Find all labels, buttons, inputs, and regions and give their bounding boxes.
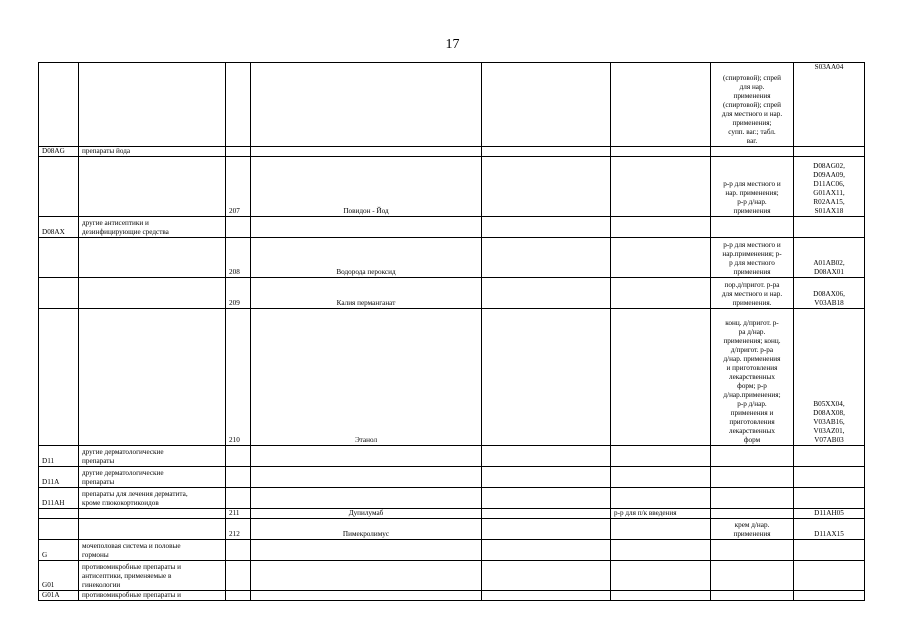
atc-group-name-cell: [79, 217, 226, 238]
related-codes-cell: [794, 446, 865, 467]
dosage-forms-cell-line: и приготовления: [726, 364, 778, 372]
atc-group-name-cell-line: другие дерматологические: [82, 469, 164, 477]
related-codes-cell: [794, 238, 865, 278]
atc-code-cell: [39, 238, 79, 278]
drug-name-cell: [251, 63, 482, 147]
atc-group-name-cell: [79, 561, 226, 591]
atc-group-name-cell-line: препараты для лечения дерматита,: [82, 490, 188, 498]
related-codes-cell: [794, 561, 865, 591]
dosage-forms-cell-line: конц. д/пригот. р-: [725, 319, 779, 327]
item-number-cell: [226, 561, 251, 591]
dosage-forms-cell-line: (спиртовой); спрей: [722, 74, 782, 82]
trade-name-cell: [482, 147, 611, 157]
dosage-forms-cell-line: супп. ваг.; табл.: [728, 128, 776, 136]
related-codes-cell-line: D11AX15: [814, 530, 844, 538]
dosage-forms-cell: [711, 446, 794, 467]
dosage-forms-cell-line: р-р д/нар.: [737, 400, 767, 408]
dosage-form-cell: [611, 519, 711, 540]
dosage-forms-cell-line: форм: [743, 436, 761, 444]
dosage-forms-cell: [711, 488, 794, 509]
atc-code-cell: D11: [39, 446, 79, 467]
atc-code-cell: D08AX: [39, 217, 79, 238]
item-number-cell: 210: [226, 309, 251, 446]
dosage-forms-cell-line: д/нар. применения: [723, 355, 781, 363]
related-codes-cell: [794, 157, 865, 217]
dosage-forms-cell: [711, 519, 794, 540]
drug-name-cell: [251, 591, 482, 601]
atc-group-name-cell-line: мочеполовая система и половые: [82, 542, 181, 550]
atc-group-name-cell: [79, 446, 226, 467]
drug-name-cell: [251, 561, 482, 591]
dosage-forms-cell-line: применения;: [732, 119, 772, 127]
atc-group-name-cell-line: препараты: [82, 478, 115, 486]
dosage-forms-cell-line: ра д/нар.: [738, 328, 766, 336]
drug-name-cell: [251, 147, 482, 157]
table-row: [39, 467, 865, 488]
dosage-forms-cell: [711, 561, 794, 591]
dosage-form-cell: [611, 309, 711, 446]
trade-name-cell: [482, 157, 611, 217]
drug-list-table: [38, 62, 865, 601]
table-row: [39, 147, 865, 157]
atc-code-cell: G01A: [39, 591, 79, 601]
dosage-forms-cell-line: д/нар.применения;: [723, 391, 781, 399]
atc-code-cell: G01: [39, 561, 79, 591]
dosage-forms-cell: [711, 509, 794, 519]
dosage-forms-cell-line: для нар.: [739, 83, 765, 91]
atc-code-cell: G: [39, 540, 79, 561]
dosage-form-cell: [611, 63, 711, 147]
dosage-form-cell: [611, 217, 711, 238]
related-codes-cell: [794, 63, 865, 147]
dosage-form-cell: [611, 157, 711, 217]
atc-group-name-cell-line: антисептики, применяемые в: [82, 572, 172, 580]
drug-name-cell: Этанол: [251, 309, 482, 446]
trade-name-cell: [482, 63, 611, 147]
table-row: [39, 217, 865, 238]
trade-name-cell: [482, 509, 611, 519]
atc-code-cell: D11A: [39, 467, 79, 488]
dosage-forms-cell: [711, 238, 794, 278]
dosage-forms-cell-line: форм; р-р: [737, 382, 767, 390]
atc-group-name-cell-line: противомикробные препараты и: [82, 563, 181, 571]
atc-code-cell: D11AH: [39, 488, 79, 509]
dosage-forms-cell-line: р-р для местного и: [723, 180, 781, 188]
related-codes-cell: [794, 540, 865, 561]
dosage-forms-cell-line: для местного и нар.: [721, 290, 783, 298]
drug-name-cell: [251, 488, 482, 509]
atc-group-name-cell: [79, 157, 226, 217]
item-number-cell: [226, 147, 251, 157]
drug-name-cell: [251, 446, 482, 467]
atc-group-name-cell-line: другие антисептики и: [82, 219, 149, 227]
dosage-form-cell: [611, 238, 711, 278]
dosage-forms-cell-line: р-р для местного и: [723, 241, 781, 249]
atc-group-name-cell: [79, 238, 226, 278]
dosage-forms-cell-line: применения и: [730, 409, 774, 417]
related-codes-cell: [794, 488, 865, 509]
dosage-forms-cell-line: для местного и нар.: [721, 110, 783, 118]
dosage-form-cell: [611, 467, 711, 488]
dosage-forms-cell-line: ваг.: [746, 137, 758, 145]
related-codes-cell: [794, 467, 865, 488]
item-number-cell: [226, 446, 251, 467]
atc-group-name-cell: [79, 591, 226, 601]
dosage-forms-cell: [711, 157, 794, 217]
table-row: [39, 278, 865, 309]
dosage-forms-cell-line: применения; конц.: [723, 337, 781, 345]
dosage-forms-cell-line: нар.применения; р-: [722, 250, 782, 258]
related-codes-cell-line: D11AC06,: [813, 180, 845, 188]
table-row: [39, 238, 865, 278]
atc-group-name-cell-line: гормоны: [82, 551, 109, 559]
trade-name-cell: [482, 217, 611, 238]
related-codes-cell: [794, 217, 865, 238]
related-codes-cell-line: D08AX08,: [813, 409, 845, 417]
trade-name-cell: [482, 467, 611, 488]
atc-group-name-cell-line: препараты: [82, 457, 115, 465]
related-codes-cell-line: V07AB03: [814, 436, 844, 444]
atc-group-name-cell: [79, 509, 226, 519]
atc-group-name-cell-line: другие дерматологические: [82, 448, 164, 456]
table-row: [39, 63, 865, 147]
table-row: [39, 591, 865, 601]
drug-name-cell: Повидон - Йод: [251, 157, 482, 217]
related-codes-cell-line: S01AX18: [814, 207, 844, 215]
dosage-forms-cell: [711, 63, 794, 147]
item-number-cell: [226, 591, 251, 601]
dosage-forms-cell-line: применения: [733, 268, 771, 276]
trade-name-cell: [482, 488, 611, 509]
table-row: [39, 488, 865, 509]
dosage-forms-cell: [711, 147, 794, 157]
atc-group-name-cell-line: препараты йода: [82, 147, 131, 155]
dosage-forms-cell-line: нар. применения;: [725, 189, 779, 197]
dosage-form-cell: [611, 540, 711, 561]
dosage-forms-cell-line: лекарственных: [729, 427, 775, 435]
related-codes-cell: [794, 509, 865, 519]
dosage-form-cell: р-р для п/к введения: [611, 509, 711, 519]
item-number-cell: 207: [226, 157, 251, 217]
dosage-form-cell: [611, 278, 711, 309]
atc-code-cell: [39, 519, 79, 540]
dosage-forms-cell-line: р для местного: [729, 259, 775, 267]
atc-group-name-cell: [79, 467, 226, 488]
related-codes-cell: [794, 147, 865, 157]
table-row: [39, 540, 865, 561]
related-codes-cell-line: V03AB18: [814, 299, 844, 307]
related-codes-cell-line: D08AG02,: [813, 162, 845, 170]
atc-group-name-cell-line: кроме глюкокортикоидов: [82, 499, 159, 507]
atc-code-cell: D08AG: [39, 147, 79, 157]
item-number-cell: [226, 540, 251, 561]
item-number-cell: [226, 488, 251, 509]
drug-name-cell: Калия перманганат: [251, 278, 482, 309]
table-row: [39, 309, 865, 446]
dosage-forms-cell: [711, 540, 794, 561]
related-codes-cell-line: D08AX01: [814, 268, 844, 276]
related-codes-cell: [794, 519, 865, 540]
drug-name-cell: [251, 540, 482, 561]
atc-code-cell: [39, 63, 79, 147]
drug-name-cell: Дупилумаб: [251, 509, 482, 519]
dosage-forms-cell-line: применения.: [732, 299, 772, 307]
dosage-form-cell: [611, 446, 711, 467]
dosage-forms-cell-line: пор.д/пригот. р-ра: [724, 281, 780, 289]
dosage-forms-cell-line: лекарственных: [729, 373, 775, 381]
atc-code-cell: [39, 278, 79, 309]
atc-group-name-cell: [79, 278, 226, 309]
dosage-forms-cell-line: д/пригот. р-ра: [730, 346, 774, 354]
atc-group-name-cell-line: гинекологии: [82, 581, 121, 589]
trade-name-cell: [482, 278, 611, 309]
table-row: [39, 561, 865, 591]
related-codes-cell-line: D09AA09,: [813, 171, 845, 179]
dosage-form-cell: [611, 488, 711, 509]
trade-name-cell: [482, 540, 611, 561]
dosage-form-cell: [611, 147, 711, 157]
item-number-cell: [226, 467, 251, 488]
trade-name-cell: [482, 591, 611, 601]
related-codes-cell-line: S03AA04: [814, 63, 844, 71]
table-row: [39, 157, 865, 217]
atc-group-name-cell-line: противомикробные препараты и: [82, 591, 181, 599]
atc-code-cell: [39, 157, 79, 217]
drug-name-cell: Водорода пероксид: [251, 238, 482, 278]
drug-name-cell: Пимекролимус: [251, 519, 482, 540]
dosage-forms-cell: [711, 591, 794, 601]
atc-group-name-cell: [79, 63, 226, 147]
table-row: [39, 519, 865, 540]
item-number-cell: 211: [226, 509, 251, 519]
atc-group-name-cell: [79, 519, 226, 540]
item-number-cell: 208: [226, 238, 251, 278]
related-codes-cell-line: R02AA15,: [813, 198, 845, 206]
item-number-cell: 209: [226, 278, 251, 309]
related-codes-cell-line: A01AB02,: [813, 259, 845, 267]
dosage-form-cell: [611, 591, 711, 601]
atc-group-name-cell: [79, 488, 226, 509]
related-codes-cell-line: V03AZ01,: [813, 427, 845, 435]
dosage-forms-cell-line: р-р д/нар.: [737, 198, 767, 206]
item-number-cell: [226, 217, 251, 238]
atc-code-cell: [39, 509, 79, 519]
related-codes-cell-line: D11AH05: [814, 509, 844, 517]
trade-name-cell: [482, 238, 611, 278]
atc-group-name-cell: [79, 147, 226, 157]
table-row: [39, 509, 865, 519]
related-codes-cell: [794, 591, 865, 601]
related-codes-cell-line: D08AX06,: [813, 290, 845, 298]
trade-name-cell: [482, 309, 611, 446]
dosage-forms-cell-line: применения: [733, 92, 771, 100]
dosage-forms-cell-line: приготовления: [729, 418, 775, 426]
page-number: 17: [445, 37, 460, 52]
trade-name-cell: [482, 561, 611, 591]
dosage-forms-cell: [711, 217, 794, 238]
drug-name-cell: [251, 217, 482, 238]
dosage-forms-cell: [711, 278, 794, 309]
trade-name-cell: [482, 519, 611, 540]
dosage-forms-cell: [711, 309, 794, 446]
trade-name-cell: [482, 446, 611, 467]
atc-group-name-cell: [79, 309, 226, 446]
item-number-cell: 212: [226, 519, 251, 540]
related-codes-cell-line: G01AX11,: [813, 189, 845, 197]
dosage-forms-cell-line: применения: [733, 207, 771, 215]
dosage-forms-cell-line: крем д/нар.: [734, 521, 770, 529]
related-codes-cell: [794, 309, 865, 446]
drug-name-cell: [251, 467, 482, 488]
dosage-forms-cell-line: (спиртовой); спрей: [722, 101, 782, 109]
table-body: [39, 63, 865, 601]
related-codes-cell: [794, 278, 865, 309]
table-row: [39, 446, 865, 467]
atc-group-name-cell: [79, 540, 226, 561]
atc-group-name-cell-line: дезинфицирующие средства: [82, 228, 169, 236]
related-codes-cell-line: V03AB16,: [813, 418, 845, 426]
atc-code-cell: [39, 309, 79, 446]
dosage-form-cell: [611, 561, 711, 591]
item-number-cell: [226, 63, 251, 147]
related-codes-cell-line: B05XX04,: [813, 400, 845, 408]
dosage-forms-cell: [711, 467, 794, 488]
dosage-forms-cell-line: применения: [733, 530, 771, 538]
